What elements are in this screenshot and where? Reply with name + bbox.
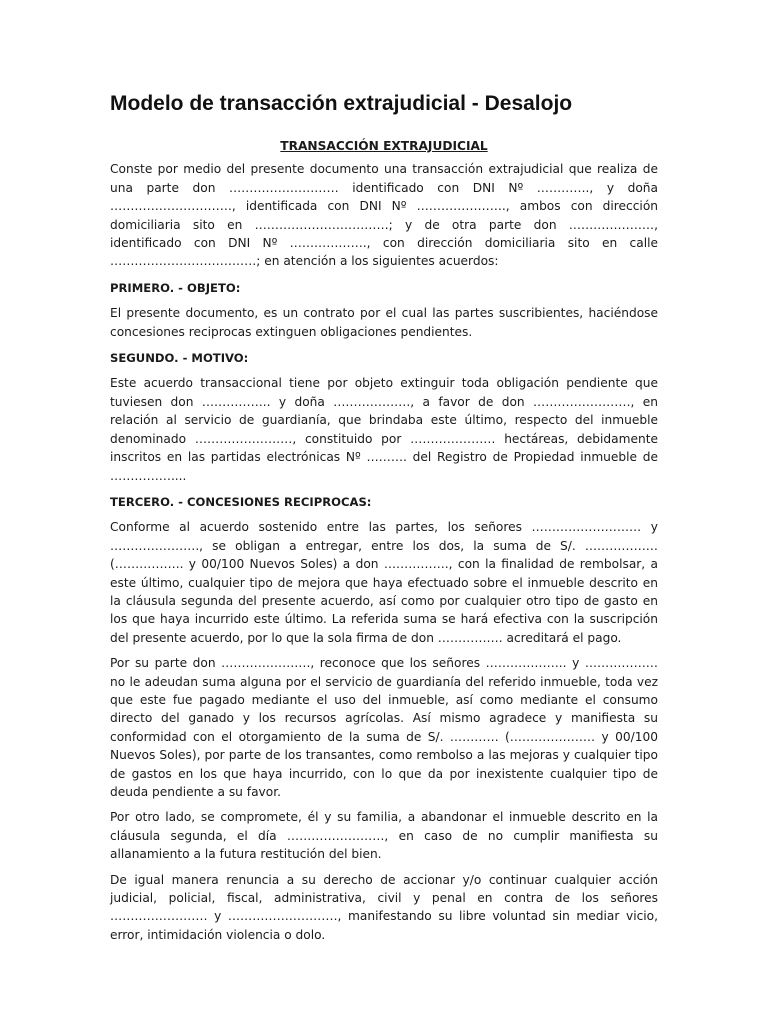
section-heading-primero: PRIMERO. - OBJETO:	[110, 280, 241, 295]
section-paragraph: Por su parte don …………………., reconoce que los señores ……………….. y ……………… no le adeudan suma alguna por el servicio de guardianía del referido inmueble, toda vez que este fue pagado mediante el uso del inmueble, así como mediante el consumo directo del ganado y los recursos agrícolas. Así mismo agradece y manifiesta su conformidad con el otorgamiento de la suma de S/. ………… (………………… y 00/100 Nuevos Soles), por parte de los transantes, como rembolso a las mejoras y cualquier tipo de gastos en los que haya incurrido, con lo que da por inexistente cualquier tipo de deuda pendiente a su favor.	[110, 656, 658, 799]
section-paragraph: El presente documento, es un contrato por el cual las partes suscribientes, haciéndose concesiones reciprocas extinguen obligaciones pendientes.	[110, 306, 658, 339]
document-subtitle: TRANSACCIÓN EXTRAJUDICIAL	[280, 139, 488, 153]
intro-paragraph: Conste por medio del presente documento una transacción extrajudicial que realiza de una parte don ……………………… identificado con DNI Nº …………., y doña …………………………, identificada con DNI Nº …………………., ambos con dirección domiciliaria sito en ……………………………; y de otra parte don …………………, identificado con DNI Nº ………………., con dirección domiciliaria sito en calle ………………………………; en atención a los siguientes acuerdos:	[110, 162, 658, 269]
section-paragraph: Por otro lado, se compromete, él y su familia, a abandonar el inmueble descrito en la cláusula segunda, el día ……………………, en caso de no cumplir manifiesta su allanamiento a la futura restitución del bien.	[110, 810, 658, 862]
section-heading-segundo: SEGUNDO. - MOTIVO:	[110, 351, 249, 366]
section-paragraph: Conforme al acuerdo sostenido entre las partes, los señores ……………………… y …………………., se obligan a entregar, entre los dos, la suma de S/. ……………… (…………….. y 00/100 Nuevos Soles) a don ……………., con la finalidad de rembolsar, a este último, cualquier tipo de mejora que haya efectuado sobre el inmueble descrito en la cláusula segunda del presente acuerdo, así como por cualquier otro tipo de gasto en los que haya incurrido este último. La referida suma se hará efectiva con la suscripción del presente acuerdo, por lo que la sola firma de don ……………. acreditará el pago.	[110, 520, 658, 645]
document-title: Modelo de transacción extrajudicial - Desalojo	[110, 92, 573, 115]
document-body	[110, 137, 658, 951]
section-heading-tercero: TERCERO. - CONCESIONES RECIPROCAS:	[110, 494, 372, 509]
section-paragraph: Este acuerdo transaccional tiene por objeto extinguir toda obligación pendiente que tuviesen don …………….. y doña ………………., a favor de don ……………………, en relación al servicio de guardianía, que brindaba este último, respecto del inmueble denominado ……………………, constituido por ………………… hectáreas, debidamente inscritos en las partidas electrónicas Nº ………. del Registro de Propiedad inmueble de ……………....	[110, 376, 658, 483]
section-paragraph: De igual manera renuncia a su derecho de accionar y/o continuar cualquier acción judicial, policial, fiscal, administrativa, civil y penal en contra de los señores …………………… y ………………………, manifestando su libre voluntad sin mediar vicio, error, intimidación violencia o dolo.	[110, 872, 658, 942]
